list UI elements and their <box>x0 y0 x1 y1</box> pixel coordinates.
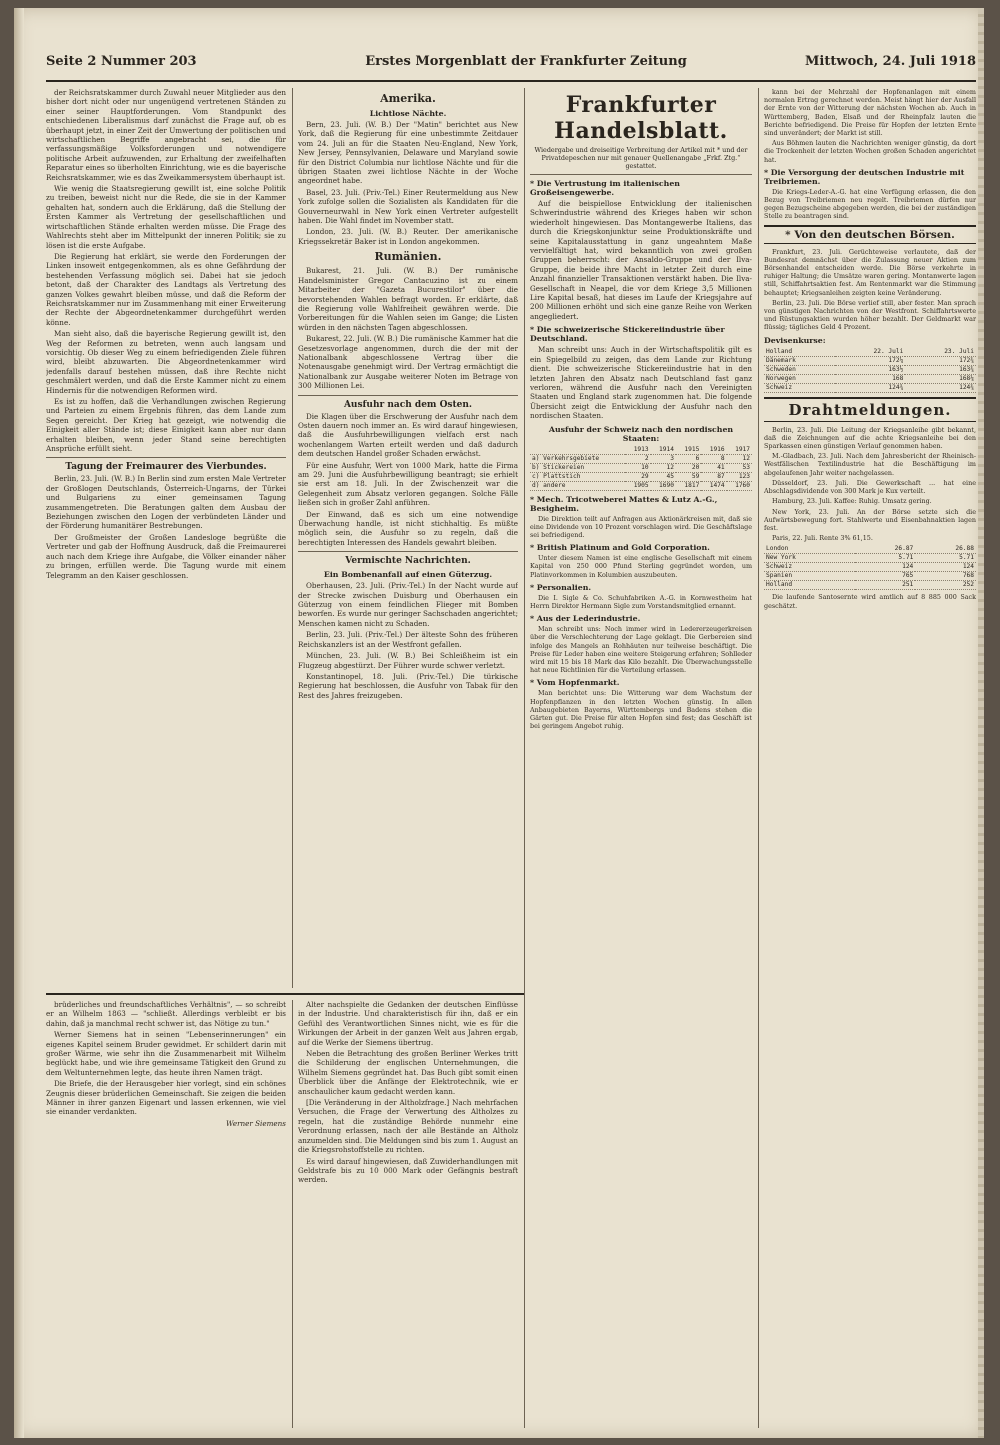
column-3-handelsblatt <box>530 88 752 1428</box>
table-cell: 124 <box>915 563 976 572</box>
table-cell: Dänemark <box>764 356 835 365</box>
table-cell: 8 <box>701 454 726 463</box>
table-row <box>764 356 976 365</box>
paragraph: Man berichtet uns: Die Witterung war dem Wachstum der Hopfenpflanzen in den letzten Wochen günstig. In allen Anbaugebieten Bayerns, Württembergs und Badens stehen die Gärten gut. Die Preise für alten Hopfen sind fest; das Geschäft ist bei geringem Angebot ruhig. <box>530 689 752 731</box>
paragraph: Berlin, 23. Juli. (Priv.-Tel.) Der älteste Sohn des früheren Reichskanzlers ist an der Westfront gefallen. <box>298 630 518 649</box>
paragraph: Berlin, 23. Juli. Die Leitung der Kriegsanleihe gibt bekannt, daß die Zeichnungen auf die achte Kriegsanleihe bei den Sparkassen einen günstigen Verlauf genommen haben. <box>764 425 976 451</box>
table-row <box>764 563 976 572</box>
paragraph: Bern, 23. Juli. (W. B.) Der "Matin" berichtet aus New York, daß die Regierung für eine unbestimmte Zeitdauer vom 24. Juli an für die Staaten Neu-England, New York, New Jersey, Pennsylvanien, Delaware und Maryland sowie für den District Columbia nur lichtlose Nächte und für die übrigen Staaten zwei lichtlose Nächte in der Woche angeordnet habe. <box>298 120 518 186</box>
paragraph: Man schreibt uns: Auch in der Wirtschaftspolitik gilt es ein Spiegelbild zu zeigen, das dem Lande zur Richtung dient. Die schweizerische Stickereiindustrie hat in den letzten Jahren den Absatz nach Deutschland fast ganz verloren, während die Ausfuhr nach den Vereinigten Staaten und England stark zugenommen hat. Die folgende Übersicht zeigt die Entwicklung der Ausfuhr nach den nordischen Staaten. <box>530 345 752 421</box>
table-header-cell <box>530 446 625 455</box>
table-cell: Holland <box>764 348 835 357</box>
paragraph: Unter diesem Namen ist eine englische Gesellschaft mit einem Kapital von 250 000 Pfund Sterling gegründet worden, um Platinvorkommen in Kolumbien auszubeuten. <box>530 554 752 579</box>
paragraph: Wie wenig die Staatsregierung gewillt ist, eine solche Politik zu treiben, beweist nicht nur die Rede, die sie in der Kammer gehalten hat, sondern auch die Erklärung, daß die Stellung der Ersten Kammer als Vertretung der gesellschaftlichen und wirtschaftlichen Stände erhalten werden müsse. Die Frage des Wahlrechts steht aber im Mittelpunkt der inneren Politik; sie zu lösen ist die erste Aufgabe. <box>46 184 286 250</box>
paragraph: London, 23. Juli. (W. B.) Reuter. Der amerikanische Kriegssekretär Baker ist in London angekommen. <box>298 227 518 246</box>
column-divider <box>758 88 759 1428</box>
table-row <box>530 481 752 490</box>
table-cell: 41 <box>701 463 726 472</box>
table-cell: 2 <box>625 454 650 463</box>
table-cell: Schweiz <box>764 563 855 572</box>
table-row <box>764 545 976 554</box>
paragraph: Auf die beispiellose Entwicklung der italienischen Schwerindustrie während des Krieges haben wir schon wiederholt hingewiesen. Das Montangewerbe Italiens, das durch die Kriegskonjunktur seine Produktionskräfte und seine Kapitalausstattung in ganz ungeahntem Maße vervielfältigt hat, wird bekanntlich von zwei großen Gruppen beherrscht: der Ansaldo-Gruppe und der Ilva-Gruppe, die beide ihre Macht in letzter Zeit durch eine Anzahl finanzieller Transaktionen verstärkt haben. Die Ilva-Gesellschaft in Neapel, die vor dem Kriege 3,5 Millionen Lire Kapital besaß, hat dieses im Laufe der Kriegsjahre auf 200 Millionen erhöht und sich eine ganze Reihe von Werken angegliedert. <box>530 199 752 321</box>
table-cell: 12 <box>727 454 752 463</box>
table-cell: 5.71 <box>915 554 976 563</box>
paragraph: Die Briefe, die der Herausgeber hier vorlegt, sind ein schönes Zeugnis dieser brüderlichen Gemeinschaft. Sie zeigen die beiden Männer in ihrer ganzen Eigenart und lassen erkennen, wie viel sie einander verdankten. <box>46 1079 286 1117</box>
table-cell: 765 <box>855 572 916 581</box>
article-heading: Vermischte Nachrichten. <box>345 556 471 567</box>
table-cell: 163½ <box>835 365 906 374</box>
column-divider <box>292 88 293 988</box>
table-cell: 168 <box>835 374 906 383</box>
section-title: Drahtmeldungen. <box>764 397 976 422</box>
table-row <box>530 472 752 481</box>
export-table <box>530 446 752 491</box>
paragraph: M.-Gladbach, 23. Juli. Nach dem Jahresbericht der Rheinisch-Westfälischen Textilindustrie hat die Beschäftigung im abgelaufenen Jahr weiter nachgelassen. <box>764 452 976 477</box>
table-cell: 1474 <box>701 481 726 490</box>
table-cell: 1817 <box>676 481 701 490</box>
article-heading: Rumänien. <box>374 250 442 264</box>
paragraph: Konstantinopel, 18. Juli. (Priv.-Tel.) Die türkische Regierung hat beschlossen, die Ausfuhr von Tabak für den Rest des Jahres freizugeben. <box>298 671 518 700</box>
table-cell: d) andere <box>530 481 625 490</box>
paragraph: Neben die Betrachtung des großen Berliner Werkes tritt die Schilderung der englischen Unternehmungen, die Wilhelm Siemens gegründet hat. Das Buch gibt somit einen Überblick über die Anfänge der Elektrotechnik, wie er anschaulicher kaum gedacht werden kann. <box>298 1049 518 1096</box>
article-heading: * Aus der Lederindustrie. <box>530 614 641 624</box>
table-cell: Spanien <box>764 572 855 581</box>
column-divider <box>292 1000 293 1428</box>
table-cell: 124 <box>855 563 916 572</box>
table-row <box>764 348 976 357</box>
paragraph: Die Klagen über die Erschwerung der Ausfuhr nach dem Osten dauern noch immer an. Es wird darauf hingewiesen, daß die Ausfuhrbewilligungen vielfach erst nach wochenlangem Warten erteilt werden und daß dadurch dem deutschen Handel großer Schaden erwächst. <box>298 411 518 459</box>
table-cell: 3 <box>651 454 676 463</box>
divider <box>298 395 518 396</box>
table-cell: 10 <box>625 463 650 472</box>
article-heading: * Vom Hopfenmarkt. <box>530 678 620 688</box>
table-row <box>530 463 752 472</box>
table-cell: 5.71 <box>855 554 916 563</box>
article-heading: * Die Vertrustung im italienischen Großeisengewerbe. <box>530 179 680 197</box>
divider <box>530 174 752 175</box>
table-row <box>764 581 976 590</box>
paragraph: Werner Siemens hat in seinen "Lebenserinnerungen" ein eigenes Kapitel seinem Bruder gewidmet. Er schildert darin mit großer Wärme, wie sehr ihn die Zusammenarbeit mit Wilhelm beglückt habe, und wie ihre gemeinsame Tätigkeit den Grund zu dem Weltunternehmen legte, das heute ihren Namen trägt. <box>46 1030 286 1077</box>
paragraph: New York, 23. Juli. An der Börse setzte sich die Aufwärtsbewegung fort. Stahlwerte und Eisenbahnaktien lagen fest. <box>764 507 976 532</box>
table-cell: 251 <box>855 581 916 590</box>
section-title: Frankfurter Handelsblatt. <box>554 92 728 144</box>
table-cell: b) Stickereien <box>530 463 625 472</box>
divider <box>298 551 518 552</box>
table-title: Devisenkurse: <box>764 335 826 345</box>
article-heading: * Personalien. <box>530 582 592 592</box>
table-cell: 20 <box>676 463 701 472</box>
table-row <box>530 454 752 463</box>
table-header-row <box>530 446 752 455</box>
paragraph: Bukarest, 21. Juli. (W. B.) Der rumänische Handelsminister Gregor Cantacuzino ist zu einem Mitarbeiter der "Gazeta Bucurestilor" über die bevorstehenden Wahlen befragt worden. Er erklärte, daß die Regierung volle Wahlfreiheit gewähren werde. Die Vorbereitungen für die Wahlen seien im Gange; die Listen würden in den nächsten Tagen abgeschlossen. <box>298 266 518 332</box>
paragraph: Die I. Sigle & Co. Schuhfabriken A.-G. in Kornwestheim hat Herrn Direktor Hermann Sigle zum Vorstandsmitglied ernannt. <box>530 593 752 610</box>
newspaper-title: Erstes Morgenblatt der Frankfurter Zeitung <box>365 54 687 69</box>
table-cell: 123 <box>727 472 752 481</box>
paragraph: Alter nachspielte die Gedanken der deutschen Einflüsse in der Industrie. Und charakteristisch für ihn, daß er ein Gefühl des Verantwortlichen Sinnes nicht, wie es für die Wirkungen der Arbeit in der ganzen Welt aus Jahren ergab, auf die Werke der Siemens übertrug. <box>298 1000 518 1047</box>
section-note: Wiedergabe und dreiseitige Verbreitung der Artikel mit * und der Privatdepeschen nur mit genauer Quellenangabe „Frkf. Ztg.“ gestattet. <box>534 146 748 170</box>
table-header-cell: 1917 <box>727 446 752 455</box>
divider <box>46 457 286 458</box>
feuilleton-right <box>298 1000 518 1428</box>
table-row <box>764 365 976 374</box>
paragraph: Die Direktion teilt auf Anfragen aus Aktionärkreisen mit, daß sie eine Dividende von 10 Prozent vorschlagen wird. Die Geschäftslage sei befriedigend. <box>530 514 752 539</box>
table-cell: 172¼ <box>835 356 906 365</box>
table-cell: 172¾ <box>905 356 976 365</box>
table-header-cell: 1916 <box>701 446 726 455</box>
paragraph: Der Großmeister der Großen Landesloge begrüßte die Vertreter und gab der Hoffnung Ausdruck, daß die Freimaurerei auch nach dem Kriege ihre Aufgabe, die Völker einander näher zu bringen, erfüllen werde. Die Tagung wurde mit einem Telegramm an den Kaiser geschlossen. <box>46 532 286 580</box>
masthead <box>46 48 976 82</box>
table-cell: Holland <box>764 581 855 590</box>
paragraph: Für eine Ausfuhr, Wert von 1000 Mark, hatte die Firma am 29. Juni die Ausfuhrbewilligung beantragt; sie erhielt sie erst am 18. Juli. In der Zwischenzeit war die Gelegenheit zum Absatz verloren gegangen. Solche Fälle ließen sich in großer Zahl anführen. <box>298 460 518 508</box>
paragraph: München, 23. Juli. (W. B.) Bei Schleißheim ist ein Flugzeug abgestürzt. Der Führer wurde schwer verletzt. <box>298 651 518 670</box>
article-heading: * Die Versorgung der deutschen Industrie mit Treibriemen. <box>764 167 965 186</box>
page-number: Seite 2 Nummer 203 <box>46 54 197 69</box>
exchange-table <box>764 545 976 590</box>
table-cell: 124¾ <box>905 383 976 392</box>
signature: Werner Siemens <box>226 1118 286 1128</box>
column-4 <box>764 88 976 1428</box>
table-cell: 124¾ <box>835 383 906 392</box>
article-heading: Tagung der Freimaurer des Vierbundes. <box>65 462 267 473</box>
page-edge <box>978 8 984 1438</box>
table-cell: 1690 <box>651 481 676 490</box>
table-cell: Norwegen <box>764 374 835 383</box>
currency-table <box>764 348 976 393</box>
page-spine <box>14 8 24 1438</box>
paragraph: [Die Veränderung in der Altholzfrage.] Nach mehrfachen Versuchen, die Frage der Verwertung des Altholzes zu regeln, hat die zuständige Behörde nunmehr eine Verordnung erlassen, nach der alle Bestände an Altholz anzumelden sind. Die Meldungen sind bis zum 1. August an die Kriegsrohstoffstelle zu richten. <box>298 1098 518 1155</box>
table-cell: 29 <box>625 472 650 481</box>
paragraph: Die laufende Santosernte wird amtlich auf 8 885 000 Sack geschätzt. <box>764 593 976 610</box>
paragraph: Paris, 22. Juli. Rente 3% 61,15. <box>772 534 873 543</box>
table-row <box>764 383 976 392</box>
table-cell: Schweiz <box>764 383 835 392</box>
table-cell: 23. Juli <box>905 348 976 357</box>
table-cell: 26.87 <box>855 545 916 554</box>
paragraph: Hamburg, 23. Juli. Kaffee: Ruhig. Umsatz gering. <box>772 497 932 506</box>
paragraph: brüderliches und freundschaftliches Verhältnis", — so schreibt er an Wilhelm 1863 — "schließt. Allerdings verbleibt er bis dahin, daß ja manchmal recht schwer ist, das Nötige zu tun." <box>46 1000 286 1028</box>
article-heading: Amerika. <box>380 92 436 105</box>
paragraph: Berlin, 23. Juli. (W. B.) In Berlin sind zum ersten Male Vertreter der Großlogen Deutschlands, Österreich-Ungarns, der Türkei und Bulgariens zu einer gemeinsamen Tagung zusammengetreten. Die Beratungen galten dem Ausbau der Beziehungen zwischen den Logen der verbündeten Länder und der Förderung humanitärer Bestrebungen. <box>46 474 286 531</box>
column-2 <box>298 88 518 988</box>
table-cell: 87 <box>701 472 726 481</box>
table-cell: 59 <box>676 472 701 481</box>
paragraph: Aus Böhmen lauten die Nachrichten weniger günstig, da dort die Trockenheit der letzten Wochen großen Schaden angerichtet hat. <box>764 139 976 164</box>
feuilleton-rule <box>46 993 524 995</box>
article-subheading: Lichtlose Nächte. <box>369 109 447 118</box>
paragraph: Die Kriegs-Leder-A.-G. hat eine Verfügung erlassen, die den Bezug von Treibriemen neu regelt. Treibriemen dürfen nur gegen Bezugscheine abgegeben werden, die bei der zuständigen Stelle zu beantragen sind. <box>764 187 976 221</box>
paragraph: Bukarest, 22. Juli. (W. B.) Die rumänische Kammer hat die Gesetzesvorlage angenommen, durch die der mit der Nationalbank abgeschlossene Vertrag über die Notenausgabe genehmigt wird. Der Vertrag ermächtigt die Nationalbank zur Ausgabe weiterer Noten im Betrage von 300 Millionen Lei. <box>298 334 518 391</box>
article-heading: * British Platinum and Gold Corporation. <box>530 543 710 553</box>
table-cell: a) Verkehrsgebiete <box>530 454 625 463</box>
paragraph: Frankfurt, 23. Juli. Gerüchteweise verlautete, daß der Bundesrat demnächst über die Zulassung neuer Aktien zum Börsenhandel entscheiden werde. Die Börse verkehrte in ruhiger Haltung; die Umsätze waren gering. Montanwerte lagen still, Schiffahrtsaktien fest. Am Rentenmarkt war die Stimmung behauptet; Kriegsanleihen zeigten keine Veränderung. <box>764 247 976 297</box>
paragraph: Die Regierung hat erklärt, sie werde den Forderungen der Linken insoweit entgegenkommen, als es ohne Gefährdung der bestehenden Verfassung möglich sei. Dabei hat sie jedoch betont, daß der Charakter des Landtags als Vertretung des ganzen Volkes gewahrt bleiben müsse, und daß die Reform der Reichsratskammer nur im Zusammenhang mit einer Erweiterung der Rechte der Abgeordnetenkammer durchgeführt werden könne. <box>46 251 286 327</box>
feuilleton-left <box>46 1000 286 1428</box>
article-heading: Ausfuhr nach dem Osten. <box>343 399 473 410</box>
table-cell: 1760 <box>727 481 752 490</box>
paragraph: Man sieht also, daß die bayerische Regierung gewillt ist, den Weg der Reformen zu betreten, wenn auch langsam und vorsichtig. Ob dieser Weg zu einem befriedigenden Ziele führen wird, bleibt abzuwarten. Die Abgeordnetenkammer wird jedenfalls darauf bestehen müssen, daß ihre Rechte nicht geschmälert werden, und daß die Erste Kammer nicht zu einem Hindernis für die notwendigen Reformen wird. <box>46 329 286 395</box>
paragraph: Es wird darauf hingewiesen, daß Zuwiderhandlungen mit Geldstrafe bis zu 10 000 Mark oder Gefängnis bestraft werden. <box>298 1156 518 1185</box>
column-1 <box>46 88 286 988</box>
table-cell: 6 <box>676 454 701 463</box>
section-title: * Von den deutschen Börsen. <box>764 225 976 244</box>
paragraph: der Reichsratskammer durch Zuwahl neuer Mitglieder aus den bisher dort nicht oder nur ungenügend vertretenen Ständen zu einer seiner Hauptforderungen. Vom Standpunkt des entschiedenen Liberalismus darf zunächst die Frage auf, ob es überhaupt jetzt, in einer Zeit der Umwertung der politischen und wirtschaftlichen Begriffe angebracht sei, die für verfassungsmäßige Volksforderungen und notwendigere politische Arbeit aufzuwenden, zur Erhaltung der zweifelhaften Reparatur eines so überholten Einrichtung, wie es die bayerische Reichsratskammer, wie es das Zweikammersystem überhaupt ist. <box>46 88 286 182</box>
issue-date: Mittwoch, 24. Juli 1918 <box>805 54 976 69</box>
paragraph: Berlin, 23. Juli. Die Börse verlief still, aber fester. Man sprach von günstigen Nachrichten von der Westfront. Schiffahrtswerte und Rüstungsaktien wurden höher bezahlt. Der Geldmarkt war flüssig; tägliches Geld 4 Prozent. <box>764 298 976 332</box>
table-row <box>764 572 976 581</box>
table-cell: 12 <box>651 463 676 472</box>
paragraph: Basel, 23. Juli. (Priv.-Tel.) Einer Reutermeldung aus New York zufolge sollen die Sozialisten als Kandidaten für die Gouverneurwahl in New York einen Vertreter aufgestellt haben. Die Wahl findet im November statt. <box>298 187 518 226</box>
article-heading: * Die schweizerische Stickereiindustrie über Deutschland. <box>530 325 725 344</box>
table-cell: 22. Juli <box>835 348 906 357</box>
table-cell: 163¾ <box>905 365 976 374</box>
table-cell: 768 <box>915 572 976 581</box>
paragraph: Düsseldorf, 23. Juli. Die Gewerkschaft ... hat eine Abschlagsdividende von 300 Mark je Kux verteilt. <box>764 478 976 496</box>
table-cell: Schweden <box>764 365 835 374</box>
newspaper-page <box>14 8 984 1438</box>
table-header-cell: 1915 <box>676 446 701 455</box>
paragraph: Es ist zu hoffen, daß die Verhandlungen zwischen Regierung und Parteien zu einem Ergebnis führen, das dem Lande zum Segen gereicht. Der Krieg hat gezeigt, wie notwendig die Einigkeit aller Stände ist; diese Einigkeit kann aber nur dann erhalten bleiben, wenn jeder Stand seine berechtigten Ansprüche erfüllt sieht. <box>46 397 286 454</box>
table-cell: 252 <box>915 581 976 590</box>
table-cell: 26.88 <box>915 545 976 554</box>
table-cell: 53 <box>727 463 752 472</box>
paragraph: Man schreibt uns: Noch immer wird in Ledererzeugerkreisen über die Verschlechterung der Lage geklagt. Die Gerbereien sind infolge des Mangels an Rohhäuten nur teilweise beschäftigt. Die Preise für Leder haben eine weitere Steigerung erfahren; Sohlleder wird mit 15 bis 18 Mark das Kilo bezahlt. Die Überwachungsstelle hat neue Richtlinien für die Verteilung erlassen. <box>530 625 752 675</box>
table-cell: 45 <box>651 472 676 481</box>
paragraph: Oberhausen, 23. Juli. (Priv.-Tel.) In der Nacht wurde auf der Strecke zwischen Duisburg und Oberhausen ein Güterzug von einem feindlichen Flieger mit Bomben beworfen. Es wurde nur geringer Sachschaden angerichtet; Menschen kamen nicht zu Schaden. <box>298 581 518 628</box>
column-divider <box>524 88 525 1428</box>
table-header-cell: 1914 <box>651 446 676 455</box>
table-cell: London <box>764 545 855 554</box>
table-cell: New York <box>764 554 855 563</box>
table-cell: 168¼ <box>905 374 976 383</box>
table-row <box>764 374 976 383</box>
table-title: Ausfuhr der Schweiz nach den nordischen Staaten: <box>548 424 734 443</box>
paragraph: kann bei der Mehrzahl der Hopfenanlagen mit einem normalen Ertrag gerechnet werden. Meist hängt hier der Ausfall der Ernte von der Witterung der nächsten Wochen ab. Auch in Württemberg, Baden, Elsaß und der Rheinpfalz lauten die Berichte befriedigend. Die Preise für Hopfen der letzten Ernte sind unverändert; der Markt ist still. <box>764 88 976 138</box>
table-row <box>764 554 976 563</box>
article-heading: * Mech. Tricotweberei Mattes & Lutz A.-G., Besigheim. <box>530 494 718 513</box>
table-cell: 1905 <box>625 481 650 490</box>
table-cell: c) Plattstich <box>530 472 625 481</box>
paragraph: Der Einwand, daß es sich um eine notwendige Überwachung handle, ist nicht stichhaltig. Es müßte möglich sein, die Ausfuhr so zu regeln, daß die berechtigten Interessen des Handels gewahrt bleiben. <box>298 509 518 547</box>
article-subheading: Ein Bombenanfall auf einen Güterzug. <box>323 570 493 580</box>
table-header-cell: 1913 <box>625 446 650 455</box>
